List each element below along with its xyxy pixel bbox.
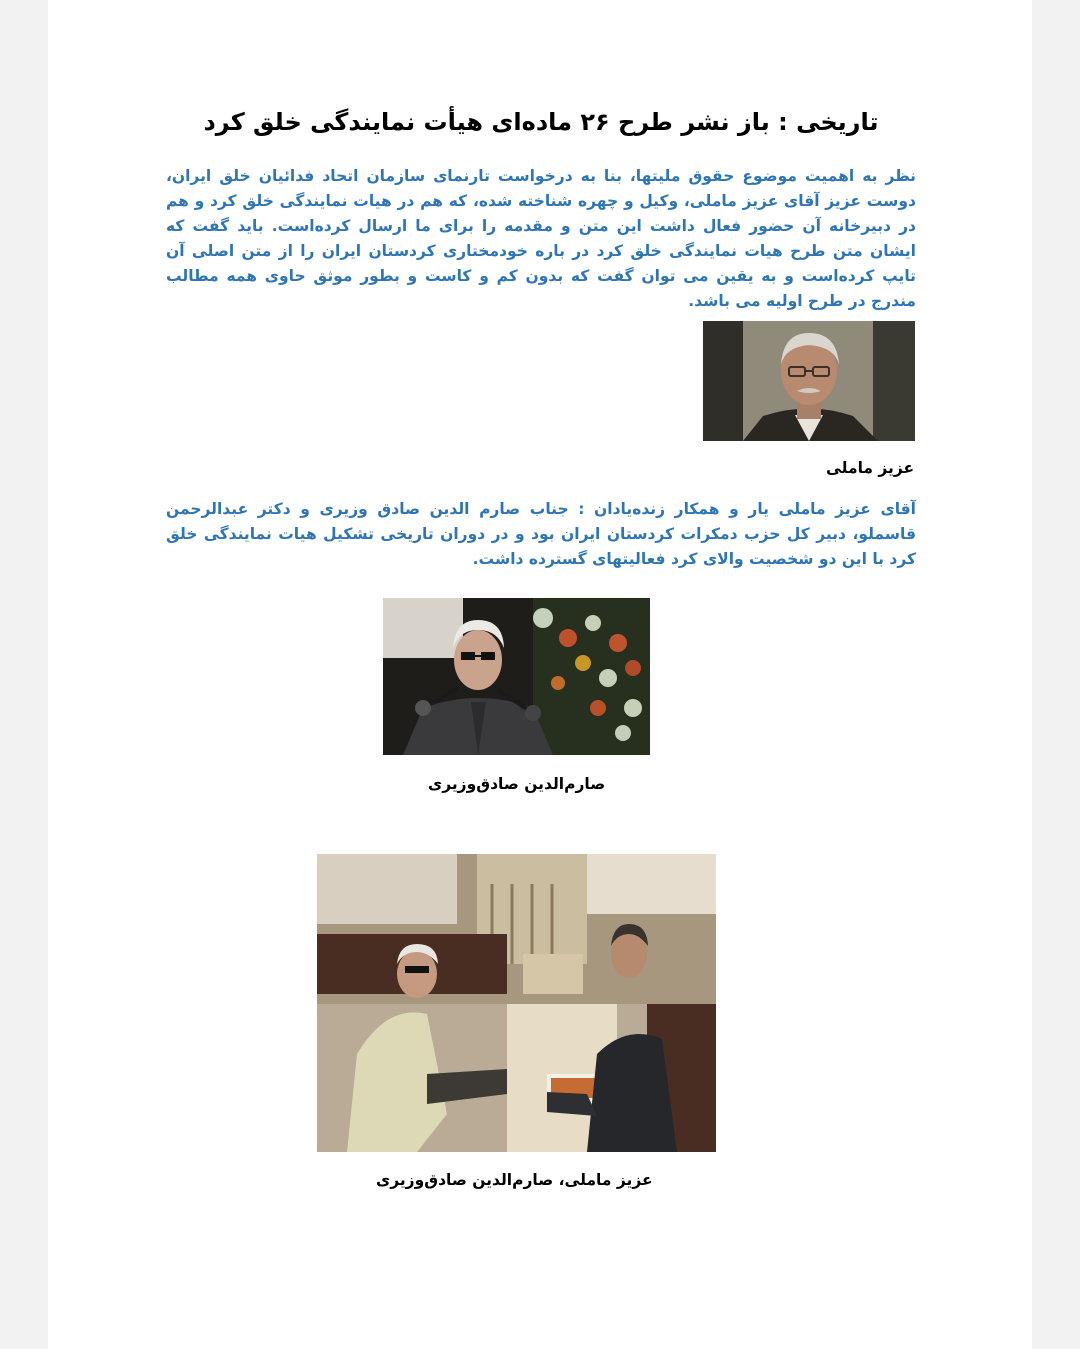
page-title: تاریخی : باز نشر طرح ۲۶ ماده‌ای هیأت نمایندگی خلق کرد xyxy=(203,108,879,136)
second-paragraph: آقای عزیز ماملی یار و همکار زنده‌یادان : جناب صارم الدین صادق وزیری و دکتر عبدالرحمن قاسملو، دبیر کل حزب دمکرات کردستان ایران بود و در دوران تاریخی تشکیل هیات نمایندگی خلق کرد با این دو شخصیت والای کرد فعالیتهای گسترده داشت. xyxy=(166,500,916,568)
photo-sarem-sadegh-vaziri xyxy=(383,598,650,755)
intro-paragraph: نظر به اهمیت موضوع حقوق ملیتها، بنا به درخواست تارنمای سازمان اتحاد فدائیان خلق ایران، دوست عزیز آقای عزیز ماملی، وکیل و چهره شناخته شده، که هم در هیات نمایندگی خلق کرد و هم در دبیرخانه آن حضور فعال داشت این متن و مقدمه را برای ما ارسال کرده‌است. باید گفت که ایشان متن طرح هیات نمایندگی خلق کرد در باره خودمختاری کردستان ایران را از متن اصلی آن تایپ کرده‌است و به یقین می توان گفت که بدون کم و کاست و بطور موثق حاوی همه مطالب مندرج در طرح اولیه می باشد. xyxy=(166,167,916,310)
meeting-illustration xyxy=(317,854,716,1152)
photo-mamli-and-sarem xyxy=(317,854,716,1152)
photo1-caption: عزیز ماملی xyxy=(826,459,915,477)
photo3-caption: عزیز ماملی، صارم‌الدین صادق‌وزیری xyxy=(376,1171,653,1189)
speaker-illustration xyxy=(383,598,650,755)
photo2-caption: صارم‌الدین صادق‌وزیری xyxy=(428,775,606,793)
portrait-illustration xyxy=(703,321,915,441)
portrait-photo-aziz-mamli xyxy=(703,321,915,441)
